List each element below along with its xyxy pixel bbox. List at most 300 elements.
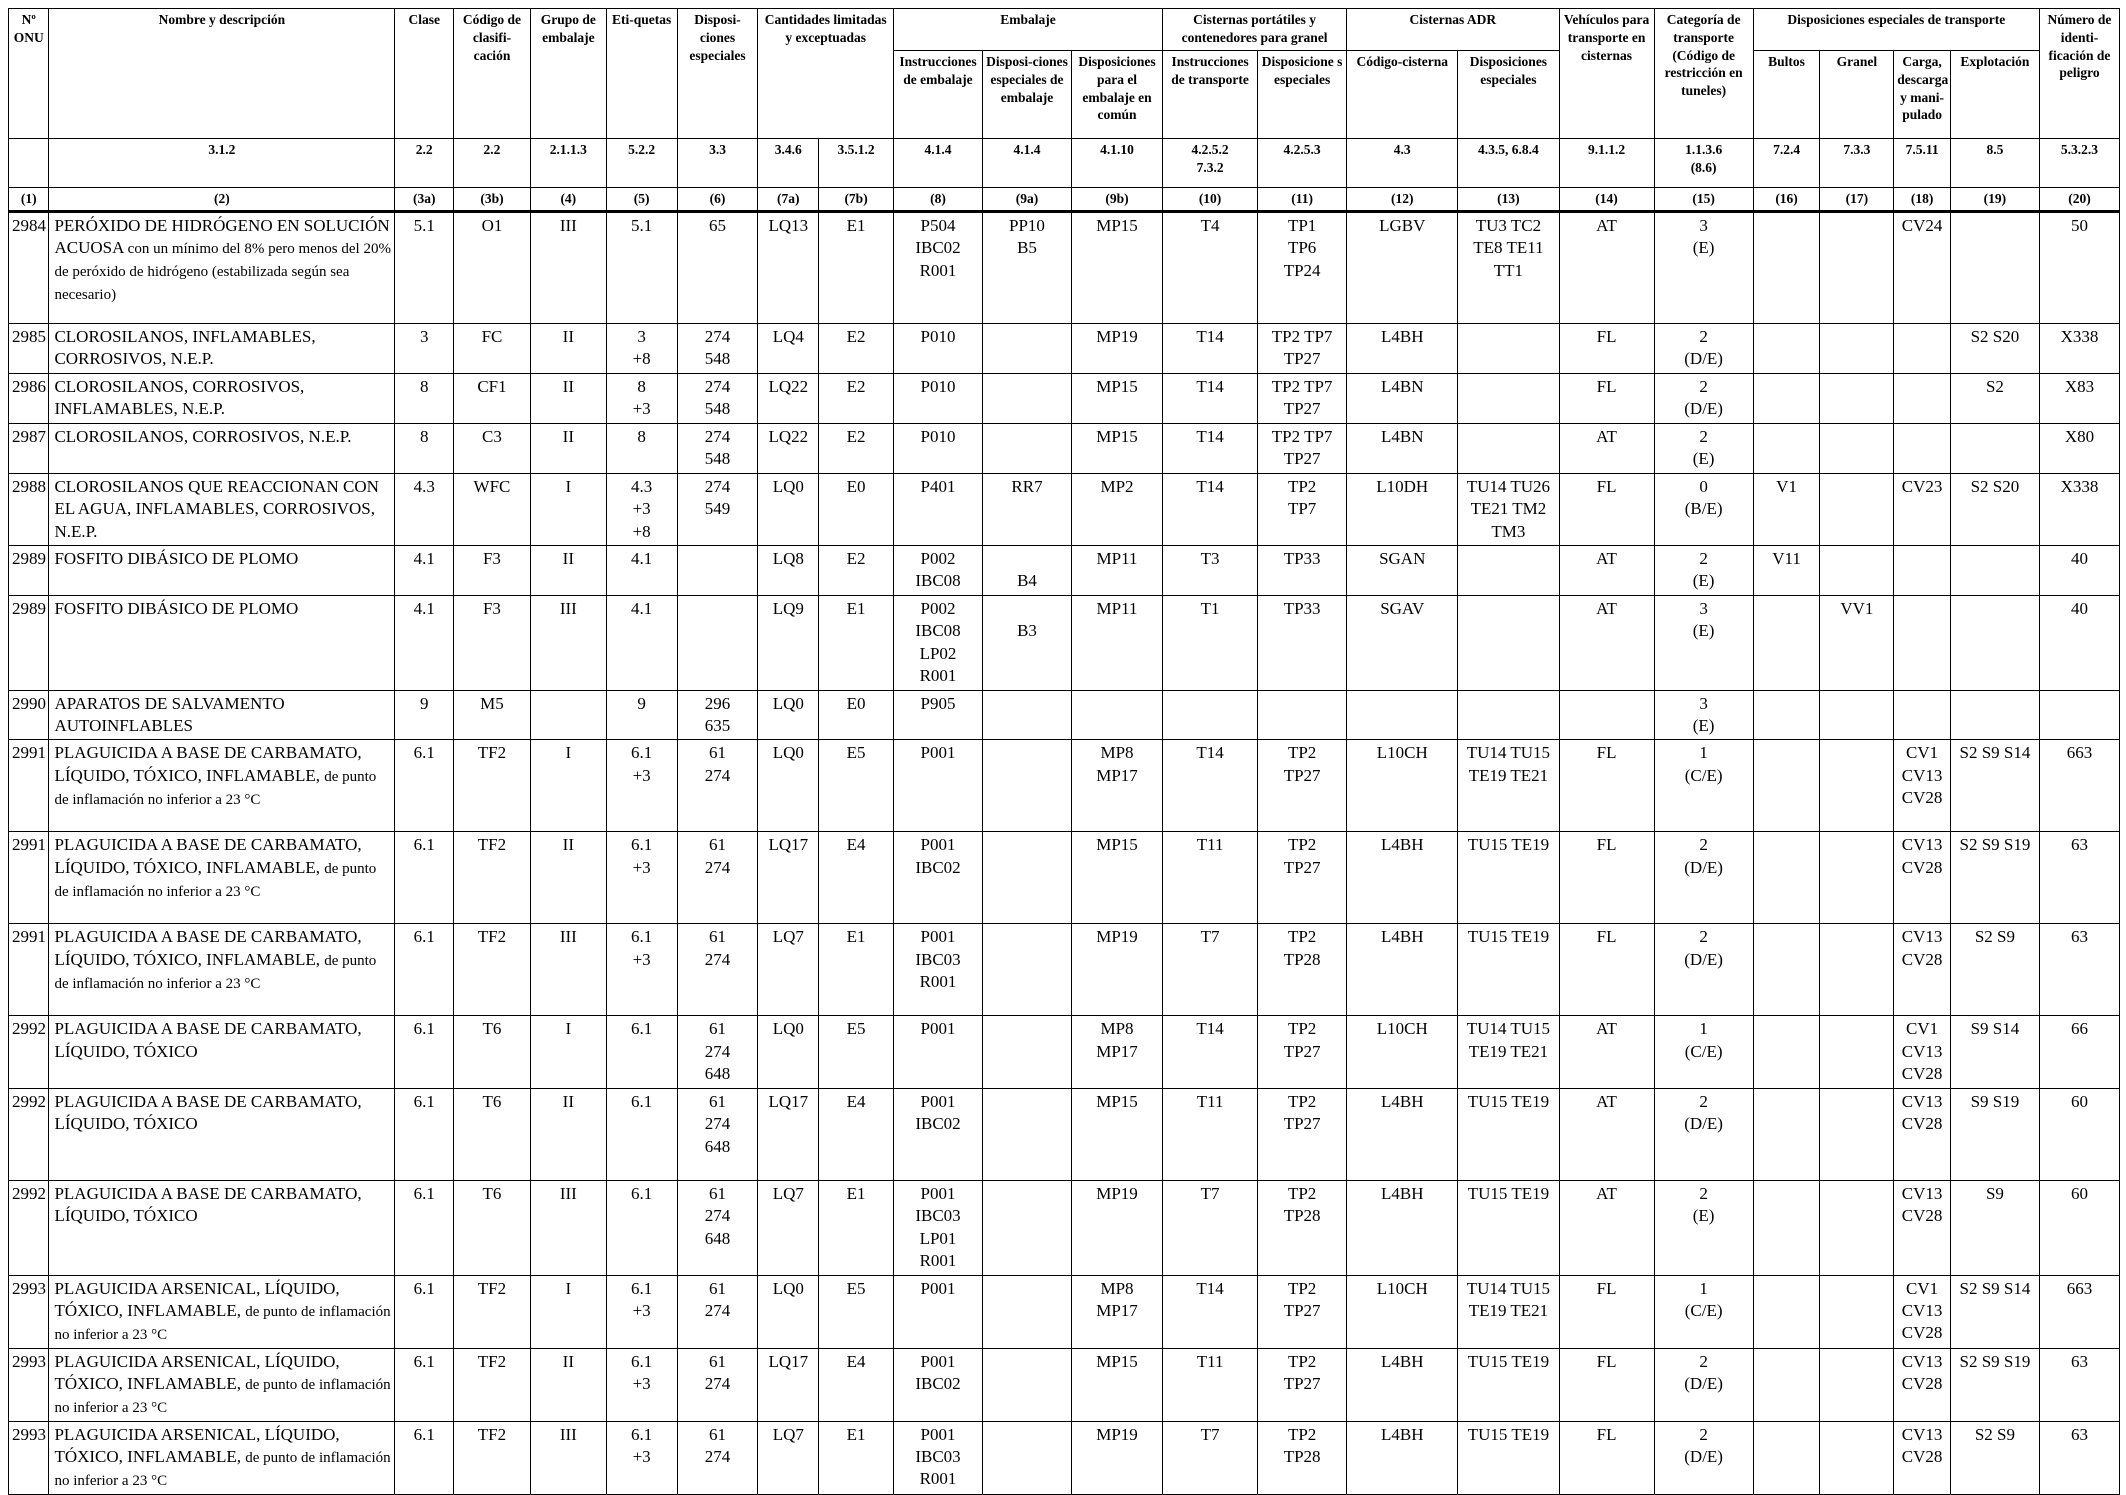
- cell-loading-provision: [1894, 924, 1951, 1016]
- cell-tank-code: L4BH: [1347, 832, 1458, 924]
- cell-value: R001: [919, 1469, 957, 1489]
- cell-excepted-quantity: E4: [819, 1348, 894, 1421]
- cell-class: 8: [395, 423, 454, 473]
- column-number: (2): [49, 188, 395, 212]
- cell-portable-tank-provisions: [1258, 1016, 1347, 1088]
- cell-labels: [606, 212, 677, 324]
- cell-value: 5.1: [631, 216, 653, 235]
- cell-special-packing-provisions: [982, 1421, 1071, 1494]
- cell-value: (E): [1692, 449, 1715, 469]
- cell-special-provisions: [677, 473, 758, 545]
- cell-bulk-provision: [1820, 832, 1894, 924]
- cell-portable-tank-instructions: [1163, 832, 1258, 924]
- cell-value: TE19 TE21: [1468, 765, 1549, 785]
- cell-excepted-quantity: E2: [819, 423, 894, 473]
- cell-value: TU15 TE19: [1467, 927, 1550, 947]
- cell-limited-quantity: LQ22: [758, 423, 819, 473]
- cell-transport-category: [1654, 212, 1753, 324]
- cell-mixed-packing: [1071, 1275, 1162, 1348]
- cell-value: RR7: [1011, 476, 1043, 496]
- cell-value: TP1: [1287, 216, 1317, 235]
- cell-packages-provision: [1753, 690, 1820, 740]
- cell-packing-instructions: [893, 1348, 982, 1421]
- cell-tank-code: [1347, 690, 1458, 740]
- cell-packing-group: II: [530, 832, 606, 924]
- cell-value: 61: [709, 1424, 726, 1444]
- cell-excepted-quantity: E1: [819, 1180, 894, 1275]
- substance-name: CLOROSILANOS, CORROSIVOS, N.E.P.: [54, 426, 352, 446]
- cell-special-packing-provisions: [982, 1348, 1071, 1421]
- table-row: [9, 1421, 2120, 1494]
- cell-packing-group: II: [530, 324, 606, 374]
- cell-tank-special-provisions: [1458, 423, 1559, 473]
- cell-value: T11: [1196, 1091, 1224, 1111]
- cell-value: MP19: [1096, 1424, 1138, 1444]
- cell-value: 274: [704, 1114, 731, 1134]
- substance-name: PLAGUICIDA A BASE DE CARBAMATO, LÍQUIDO, TÓXICO, INFLAMABLE,: [54, 743, 362, 785]
- substance-name: PLAGUICIDA A BASE DE CARBAMATO, LÍQUIDO, TÓXICO: [54, 1183, 362, 1226]
- cell-special-provisions: [677, 212, 758, 324]
- cell-name-description: [49, 373, 395, 423]
- cell-packing-group: III: [530, 924, 606, 1016]
- cell-loading-provision: [1894, 423, 1951, 473]
- ref-c4: 2.1.1.3: [530, 139, 606, 188]
- cell-labels: [606, 690, 677, 740]
- cell-value: +3: [632, 1300, 651, 1320]
- cell-packing-instructions: [893, 1275, 982, 1348]
- cell-value: +8: [632, 521, 651, 541]
- ref-c10: 4.2.5.2 7.3.2: [1163, 139, 1258, 188]
- header-transport-instructions: Instrucciones de transporte: [1163, 51, 1258, 139]
- cell-hazard-id: 40: [2039, 595, 2119, 690]
- cell-value: S9 S19: [1970, 1091, 2020, 1111]
- cell-value: 4.3: [631, 476, 653, 496]
- cell-value: MP19: [1096, 927, 1138, 947]
- cell-value: CV28: [1901, 1114, 1943, 1134]
- cell-value: MP17: [1096, 1041, 1138, 1061]
- cell-mixed-packing: [1071, 690, 1162, 740]
- cell-value: 548: [704, 449, 731, 469]
- cell-value: T14: [1196, 743, 1224, 763]
- cell-value: S2 S9 S14: [1959, 1278, 2031, 1298]
- cell-portable-tank-instructions: [1163, 595, 1258, 690]
- cell-tank-special-provisions: [1458, 1016, 1559, 1088]
- cell-portable-tank-instructions: [1163, 1088, 1258, 1180]
- cell-hazard-id: 50: [2039, 212, 2119, 324]
- cell-value: P401: [920, 476, 956, 496]
- cell-value: TP2 TP7: [1271, 327, 1333, 346]
- header-adr-tanks-group: Cisternas ADR: [1347, 9, 1559, 51]
- column-number: (14): [1559, 188, 1654, 212]
- cell-mixed-packing: [1071, 473, 1162, 545]
- cell-classification-code: C3: [454, 423, 531, 473]
- cell-portable-tank-provisions: [1258, 832, 1347, 924]
- cell-tank-special-provisions: [1458, 690, 1559, 740]
- cell-limited-quantity: LQ22: [758, 373, 819, 423]
- cell-transport-category: [1654, 1088, 1753, 1180]
- cell-special-provisions: [677, 740, 758, 832]
- cell-value: P010: [920, 376, 956, 396]
- cell-special-provisions: [677, 595, 758, 690]
- cell-packing-instructions: [893, 473, 982, 545]
- cell-tank-special-provisions: [1458, 1348, 1559, 1421]
- cell-value: P001: [920, 743, 956, 763]
- cell-value: 3: [1699, 598, 1708, 618]
- cell-value: R001: [919, 972, 957, 992]
- cell-value: 274: [704, 376, 731, 396]
- cell-un-number: 2993: [9, 1275, 49, 1348]
- cell-value: TP2: [1287, 927, 1317, 947]
- cell-value: 8: [637, 426, 646, 446]
- cell-value: P010: [920, 426, 956, 446]
- cell-value: CV28: [1901, 949, 1943, 969]
- cell-value: TP2 TP7: [1271, 376, 1333, 396]
- cell-bulk-provision: [1820, 690, 1894, 740]
- cell-portable-tank-instructions: [1163, 1348, 1258, 1421]
- cell-value: TE21 TM2: [1470, 499, 1547, 519]
- cell-value: TP2 TP7: [1271, 426, 1333, 446]
- table-row: [9, 423, 2120, 473]
- cell-packing-group: I: [530, 473, 606, 545]
- header-portable-tanks-group: Cisternas portátiles y contenedores para granel: [1163, 9, 1347, 51]
- header-special-packing-provisions: Disposi-ciones especiales de embalaje: [982, 51, 1071, 139]
- cell-portable-tank-provisions: [1258, 1275, 1347, 1348]
- cell-operation-provision: [1950, 924, 2039, 1016]
- cell-value: (D/E): [1684, 949, 1723, 969]
- cell-value: 2: [1699, 1183, 1708, 1203]
- cell-labels: [606, 423, 677, 473]
- table-row: [9, 832, 2120, 924]
- cell-value: P001: [920, 1091, 956, 1111]
- cell-value: (D/E): [1684, 1447, 1723, 1466]
- cell-un-number: 2988: [9, 473, 49, 545]
- cell-classification-code: M5: [454, 690, 531, 740]
- cell-loading-provision: [1894, 473, 1951, 545]
- cell-un-number: 2990: [9, 690, 49, 740]
- cell-value: TP27: [1283, 1114, 1321, 1134]
- cell-value: [1954, 548, 2036, 570]
- cell-labels: [606, 1348, 677, 1421]
- adr-dangerous-goods-table: [8, 8, 2120, 1495]
- cell-limited-quantity: LQ7: [758, 1421, 819, 1494]
- cell-value: TP24: [1283, 260, 1321, 280]
- cell-bulk-provision: [1820, 1348, 1894, 1421]
- cell-excepted-quantity: E5: [819, 1275, 894, 1348]
- cell-value: 635: [704, 716, 731, 735]
- cell-transport-category: [1654, 1421, 1753, 1494]
- cell-operation-provision: [1950, 740, 2039, 832]
- cell-packing-group: II: [530, 1348, 606, 1421]
- cell-labels: [606, 324, 677, 374]
- cell-value: 2: [1699, 548, 1708, 568]
- column-number: (17): [1820, 188, 1894, 212]
- ref-c16: 7.2.4: [1753, 139, 1820, 188]
- cell-tank-vehicle: AT: [1559, 1088, 1654, 1180]
- cell-value: TE19 TE21: [1468, 1300, 1549, 1320]
- cell-tank-vehicle: FL: [1559, 1421, 1654, 1494]
- cell-value: IBC02: [915, 1114, 961, 1134]
- cell-value: MP8: [1100, 1278, 1134, 1298]
- ref-c12: 4.3: [1347, 139, 1458, 188]
- cell-value: 1: [1699, 1019, 1708, 1039]
- cell-loading-provision: [1894, 1348, 1951, 1421]
- cell-loading-provision: [1894, 1016, 1951, 1088]
- cell-tank-code: L4BH: [1347, 1348, 1458, 1421]
- column-number: (5): [606, 188, 677, 212]
- cell-value: S2 S9: [1974, 1424, 2016, 1444]
- table-row: [9, 924, 2120, 1016]
- cell-value: 548: [704, 399, 731, 419]
- cell-packing-group: II: [530, 373, 606, 423]
- cell-value: S9 S14: [1970, 1019, 2020, 1039]
- cell-value: T14: [1196, 426, 1224, 446]
- cell-value: 2: [1699, 1424, 1708, 1444]
- cell-value: T1: [1200, 598, 1220, 618]
- cell-class: 6.1: [395, 1421, 454, 1494]
- cell-class: 6.1: [395, 1088, 454, 1180]
- cell-value: TP2: [1287, 476, 1317, 496]
- cell-transport-category: [1654, 1348, 1753, 1421]
- cell-value: TU15 TE19: [1467, 1424, 1550, 1444]
- cell-value: 6.1: [631, 1424, 653, 1444]
- cell-limited-quantity: LQ8: [758, 545, 819, 595]
- cell-value: (E): [1692, 621, 1715, 641]
- substance-name: CLOROSILANOS QUE REACCIONAN CON EL AGUA, INFLAMABLES, CORROSIVOS, N.E.P.: [54, 476, 379, 541]
- cell-tank-code: L10DH: [1347, 473, 1458, 545]
- cell-special-packing-provisions: [982, 690, 1071, 740]
- cell-tank-code: SGAN: [1347, 545, 1458, 595]
- cell-value: T11: [1196, 1351, 1224, 1371]
- ref-c6: 3.3: [677, 139, 758, 188]
- cell-tank-code: LGBV: [1347, 212, 1458, 324]
- cell-transport-category: [1654, 1180, 1753, 1275]
- cell-tank-code: L10CH: [1347, 740, 1458, 832]
- cell-value: 6.1: [631, 1183, 653, 1203]
- cell-loading-provision: [1894, 740, 1951, 832]
- cell-value: T14: [1196, 1019, 1224, 1039]
- ref-c5: 5.2.2: [606, 139, 677, 188]
- header-operation: Explotación: [1950, 51, 2039, 139]
- table-row: [9, 740, 2120, 832]
- cell-packing-instructions: [893, 423, 982, 473]
- cell-value: MP19: [1096, 327, 1138, 346]
- cell-value: 61: [709, 1351, 726, 1371]
- cell-tank-code: L4BH: [1347, 1088, 1458, 1180]
- cell-value: P001: [920, 1278, 956, 1298]
- header-limited-excepted-quantities: Cantidades limitadas y exceptuadas: [758, 9, 894, 139]
- cell-value: IBC03: [915, 1206, 961, 1226]
- cell-value: S2 S20: [1970, 476, 2020, 496]
- cell-classification-code: F3: [454, 595, 531, 690]
- column-number: (7b): [819, 188, 894, 212]
- table-row: [9, 1348, 2120, 1421]
- cell-hazard-id: X338: [2039, 473, 2119, 545]
- cell-bulk-provision: [1820, 324, 1894, 374]
- cell-tank-special-provisions: [1458, 1180, 1559, 1275]
- cell-classification-code: TF2: [454, 740, 531, 832]
- cell-mixed-packing: [1071, 423, 1162, 473]
- column-number: (10): [1163, 188, 1258, 212]
- cell-value: R001: [919, 1251, 957, 1271]
- cell-value: 61: [709, 1019, 726, 1039]
- cell-operation-provision: [1950, 832, 2039, 924]
- cell-portable-tank-instructions: [1163, 740, 1258, 832]
- cell-value: P010: [920, 327, 956, 346]
- cell-value: (D/E): [1684, 349, 1723, 369]
- cell-excepted-quantity: E4: [819, 832, 894, 924]
- cell-value: S2: [1985, 376, 2004, 396]
- cell-special-provisions: [677, 1421, 758, 1494]
- cell-packing-instructions: [893, 1180, 982, 1275]
- substance-name: PLAGUICIDA ARSENICAL, LÍQUIDO, TÓXICO, INFLAMABLE,: [54, 1424, 340, 1466]
- ref-c14: 9.1.1.2: [1559, 139, 1654, 188]
- cell-mixed-packing: [1071, 1180, 1162, 1275]
- cell-value: TP28: [1283, 1206, 1321, 1226]
- cell-tank-code: L4BN: [1347, 423, 1458, 473]
- cell-value: S2 S9 S19: [1959, 835, 2031, 855]
- cell-classification-code: F3: [454, 545, 531, 595]
- cell-value: CV28: [1901, 1206, 1943, 1226]
- cell-name-description: [49, 1348, 395, 1421]
- cell-value: TP2: [1287, 1351, 1317, 1371]
- cell-limited-quantity: LQ17: [758, 832, 819, 924]
- cell-value: TU3 TC2: [1475, 216, 1542, 235]
- cell-bulk-provision: [1820, 1421, 1894, 1494]
- cell-class: 4.1: [395, 595, 454, 690]
- cell-loading-provision: [1894, 1421, 1951, 1494]
- cell-class: 6.1: [395, 740, 454, 832]
- substance-description: con un mínimo del 8% pero menos del 20% de peróxido de hidrógeno (estabilizada según sea necesario): [54, 241, 391, 304]
- cell-tank-special-provisions: [1458, 740, 1559, 832]
- cell-special-provisions: [677, 423, 758, 473]
- cell-value: MP11: [1096, 598, 1138, 618]
- cell-value: T3: [1200, 548, 1220, 568]
- cell-value: 548: [704, 349, 731, 369]
- cell-special-packing-provisions: [982, 740, 1071, 832]
- ref-c3a: 2.2: [395, 139, 454, 188]
- cell-value: TU15 TE19: [1467, 1183, 1550, 1203]
- cell-value: TP27: [1283, 1041, 1321, 1061]
- cell-value: TP2: [1287, 1183, 1317, 1203]
- cell-labels: [606, 1088, 677, 1180]
- cell-value: [1954, 598, 2036, 620]
- cell-value: (D/E): [1684, 1373, 1723, 1393]
- cell-bulk-provision: [1820, 212, 1894, 324]
- cell-value: CV13: [1901, 927, 1943, 947]
- cell-portable-tank-instructions: [1163, 473, 1258, 545]
- cell-tank-code: L4BH: [1347, 924, 1458, 1016]
- cell-transport-category: [1654, 690, 1753, 740]
- cell-value: MP15: [1096, 835, 1138, 855]
- cell-value: P001: [920, 1183, 956, 1203]
- cell-bulk-provision: [1820, 1275, 1894, 1348]
- cell-value: 61: [709, 835, 726, 855]
- cell-un-number: 2985: [9, 324, 49, 374]
- cell-packages-provision: [1753, 373, 1820, 423]
- cell-value: TP2: [1287, 743, 1317, 763]
- cell-loading-provision: [1894, 1088, 1951, 1180]
- cell-value: T14: [1196, 1278, 1224, 1298]
- cell-value: (D/E): [1684, 399, 1723, 419]
- cell-value: CV13: [1901, 1091, 1943, 1111]
- ref-c13: 4.3.5, 6.8.4: [1458, 139, 1559, 188]
- table-row: [9, 212, 2120, 324]
- cell-packing-instructions: [893, 1088, 982, 1180]
- cell-value: [1954, 426, 2036, 448]
- cell-portable-tank-instructions: [1163, 1016, 1258, 1088]
- cell-special-packing-provisions: [982, 423, 1071, 473]
- cell-value: P001: [920, 927, 956, 947]
- cell-value: S9: [1985, 1183, 2004, 1203]
- cell-special-provisions: [677, 832, 758, 924]
- cell-value: R001: [919, 666, 957, 686]
- cell-tank-special-provisions: [1458, 324, 1559, 374]
- table-row: [9, 1088, 2120, 1180]
- cell-excepted-quantity: E2: [819, 324, 894, 374]
- cell-value: (C/E): [1684, 765, 1723, 785]
- cell-name-description: [49, 690, 395, 740]
- cell-value: 61: [709, 1278, 726, 1298]
- cell-class: 6.1: [395, 1180, 454, 1275]
- cell-operation-provision: [1950, 473, 2039, 545]
- column-number-row: [9, 188, 2120, 212]
- cell-labels: [606, 740, 677, 832]
- cell-operation-provision: [1950, 423, 2039, 473]
- cell-value: CV23: [1901, 476, 1943, 496]
- cell-classification-code: O1: [454, 212, 531, 324]
- ref-c7a: 3.4.6: [758, 139, 819, 188]
- cell-packages-provision: V11: [1753, 545, 1820, 595]
- header-loading-unloading: Carga, descarga y mani-pulado: [1894, 51, 1951, 139]
- cell-packing-instructions: [893, 212, 982, 324]
- cell-class: 6.1: [395, 1275, 454, 1348]
- cell-name-description: [49, 595, 395, 690]
- cell-value: (E): [1692, 716, 1715, 735]
- cell-packing-group: I: [530, 1275, 606, 1348]
- cell-value: T14: [1196, 376, 1224, 396]
- column-number: (19): [1950, 188, 2039, 212]
- cell-special-packing-provisions: [982, 1275, 1071, 1348]
- cell-bulk-provision: VV1: [1820, 595, 1894, 690]
- cell-value: B5: [1017, 238, 1037, 258]
- substance-name: PLAGUICIDA A BASE DE CARBAMATO, LÍQUIDO, TÓXICO, INFLAMABLE,: [54, 835, 362, 877]
- cell-value: 274: [704, 765, 731, 785]
- cell-tank-special-provisions: [1458, 373, 1559, 423]
- cell-bulk-provision: [1820, 740, 1894, 832]
- cell-value: TP27: [1283, 1300, 1321, 1320]
- ref-c8: 4.1.4: [893, 139, 982, 188]
- cell-classification-code: TF2: [454, 832, 531, 924]
- cell-value: 648: [704, 1228, 731, 1248]
- cell-tank-vehicle: AT: [1559, 212, 1654, 324]
- cell-value: T7: [1200, 1183, 1220, 1203]
- cell-value: MP11: [1096, 548, 1138, 568]
- cell-class: 6.1: [395, 1016, 454, 1088]
- cell-packing-group: [530, 690, 606, 740]
- cell-value: 0: [1699, 476, 1708, 496]
- cell-un-number: 2993: [9, 1421, 49, 1494]
- cell-portable-tank-instructions: [1163, 1421, 1258, 1494]
- cell-operation-provision: [1950, 1180, 2039, 1275]
- cell-special-packing-provisions: [982, 832, 1071, 924]
- cell-value: [986, 598, 1068, 620]
- cell-classification-code: CF1: [454, 373, 531, 423]
- cell-value: 2: [1699, 1091, 1708, 1111]
- column-number: (15): [1654, 188, 1753, 212]
- cell-value: IBC02: [915, 857, 961, 877]
- cell-packing-instructions: [893, 1421, 982, 1494]
- cell-value: LP01: [919, 1228, 957, 1248]
